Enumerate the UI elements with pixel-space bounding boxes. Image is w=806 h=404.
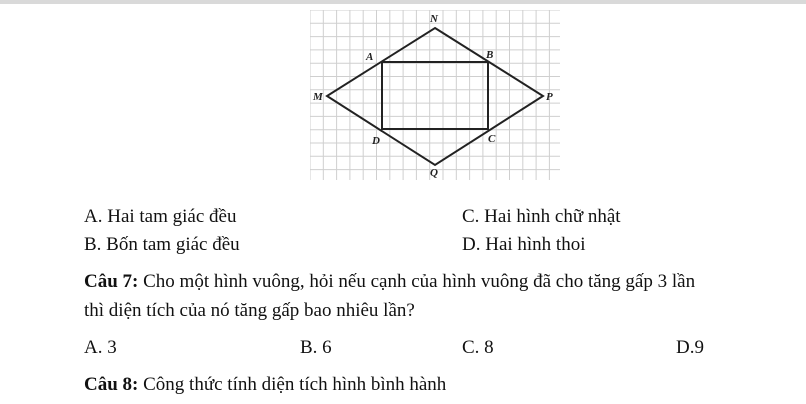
q6-option-c: C. Hai hình chữ nhật (462, 206, 621, 227)
label-a: A (366, 51, 374, 63)
q7-option-c: C. 8 (462, 337, 494, 358)
question-7 (84, 271, 695, 293)
label-c: C (488, 133, 496, 145)
question-7-text-line2: thì diện tích của nó tăng gấp bao nhiêu lần? (84, 300, 415, 321)
top-border (0, 0, 806, 4)
q6-option-b: B. Bốn tam giác đều (84, 234, 240, 255)
q6-option-a: A. Hai tam giác đều (84, 206, 237, 227)
figure-svg (310, 10, 560, 180)
question-7-number: Câu 7: (84, 271, 139, 292)
q7-option-a: A. 3 (84, 337, 117, 358)
label-p: P (546, 91, 553, 103)
rectangle-abcd (382, 62, 488, 129)
rhombus-mnpq (327, 28, 543, 165)
label-n: N (430, 13, 438, 25)
question-8-text: Công thức tính diện tích hình bình hành (138, 374, 447, 395)
label-q: Q (430, 167, 438, 179)
q6-option-d: D. Hai hình thoi (462, 234, 586, 255)
question-8 (84, 374, 446, 396)
grid (310, 10, 560, 180)
question-7-text-line1: Cho một hình vuông, hỏi nếu cạnh của hình vuông đã cho tăng gấp 3 lần (138, 271, 696, 292)
label-m: M (313, 91, 323, 103)
label-d: D (372, 135, 380, 147)
question-8-number: Câu 8: (84, 374, 139, 395)
geometry-figure (310, 10, 560, 180)
label-b: B (486, 49, 494, 61)
q7-option-b: B. 6 (300, 337, 332, 358)
q7-option-d: D.9 (676, 337, 704, 358)
